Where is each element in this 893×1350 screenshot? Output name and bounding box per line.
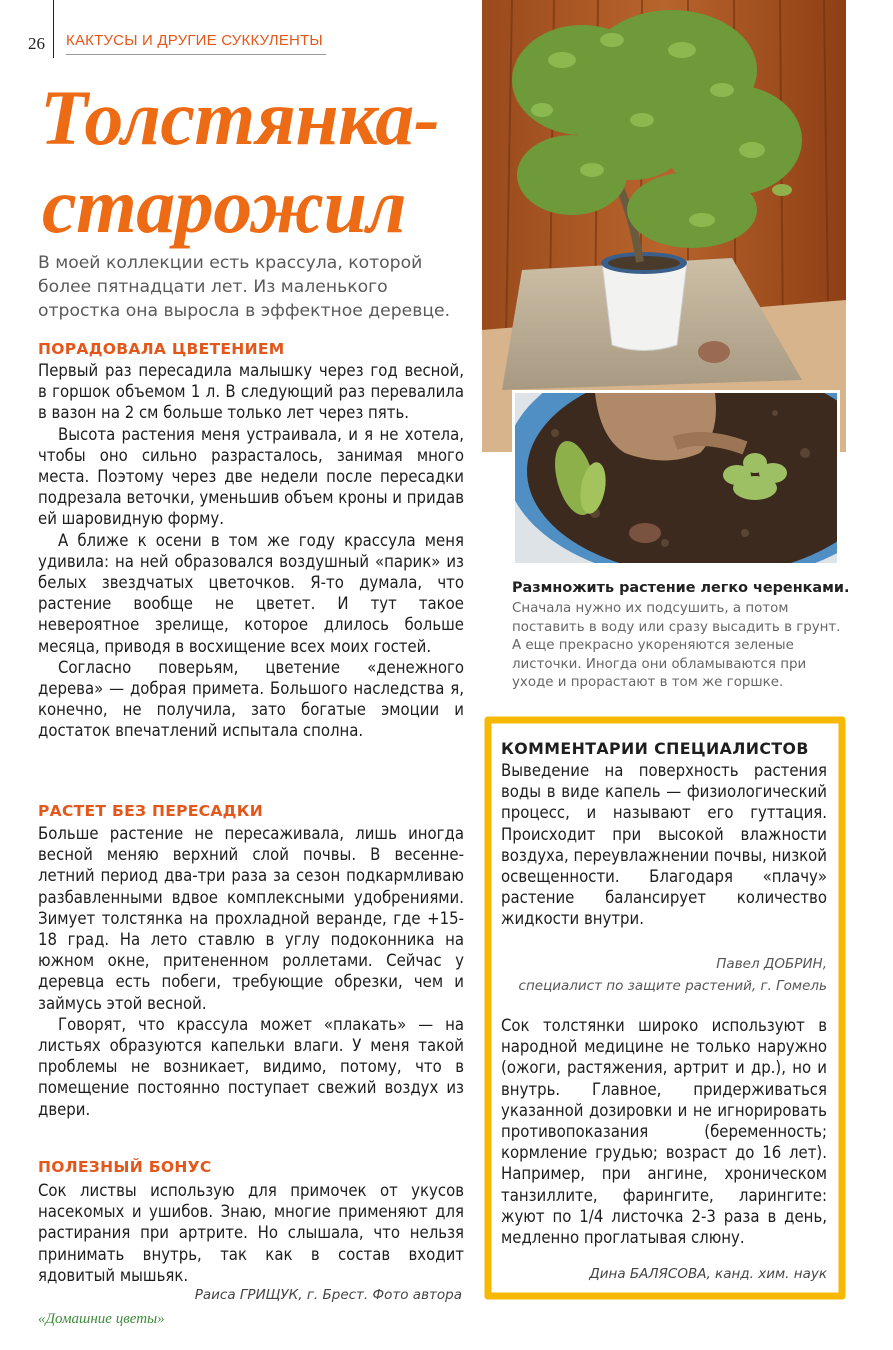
section-body-no-repotting [38, 823, 464, 1120]
paragraph: А ближе к осени в том же году крассула меня удивила: на ней образовался воздушный «парик» из белых звездчатых цветочков. Я-то думала, что растение вообще не цветет. И тут такое невероятное зрелище, которое длилось больше месяца, приводя в восхищение всех моих гостей. [38, 530, 464, 656]
magazine-name: «Домашние цветы» [38, 1311, 165, 1327]
header-divider [53, 0, 54, 58]
section-body-bonus [38, 1180, 464, 1286]
paragraph: Больше растение не пересаживала, лишь иногда весной меняю верхний слой почвы. В весенне-летний период два-три раза за сезон подкармливаю разбавленными вдвое комплексными удобрениями. Зимует толстянка на прохладной веранде, где +15-18 град. На лето ставлю в углу подоконника на южном окне, притененном роллетами. Сейчас у деревца есть побеги, требующие обрезки, чем и займусь этой весной. [38, 824, 464, 1013]
paragraph: Первый раз пересадила малышку через год весной, в горшок объемом 1 л. В следующий раз перевалила в вазон на 2 см больше только лет через пять. [38, 361, 464, 423]
comment-text: Сок толстянки широко используют в народной медицине не только наружно (ожоги, растяжения, артрит и др.), но и внутрь. Главное, придерживаться указанной дозировки и не игнорировать противопоказания (беременность; кормление грудью; возраст до 16 лет). Например, при ангине, хроническом танзиллите, фарингите, ларингите: жуют по 1/4 листочка 2-3 раза в день, медленно проглатывая слюну. [501, 1016, 827, 1248]
expert-role: специалист по защите растений, г. Гомель [518, 978, 827, 994]
paragraph: Сок листвы использую для примочек от укусов насекомых и ушибов. Знаю, многие применяют для растирания при артрите. Но слышала, что нельзя принимать внутрь, так как в состав входит ядовитый мышьяк. [38, 1181, 464, 1285]
page-number: 26 [28, 34, 45, 53]
comments-title: КОММЕНТАРИИ СПЕЦИАЛИСТОВ [501, 739, 809, 758]
section-heading-bonus: ПОЛЕЗНЫЙ БОНУС [38, 1158, 212, 1176]
section-underline [66, 54, 326, 55]
expert-comment-1 [501, 760, 827, 930]
section-heading-no-repotting: РАСТЕТ БЕЗ ПЕРЕСАДКИ [38, 802, 263, 820]
author-signature: Раиса ГРИЩУК, г. Брест. Фото автора [194, 1287, 462, 1303]
cuttings-photo [512, 390, 840, 566]
expert-comment-2 [501, 1015, 827, 1248]
section-body-flowering [38, 360, 464, 742]
article-lead: В моей коллекции есть крассула, которой более пятнадцати лет. Из маленького отростка она выросла в эффектное деревце. [38, 253, 451, 321]
title-line-2: старожил [42, 162, 407, 249]
paragraph: Говорят, что крассула может «плакать» — на листьях образуются капельки влаги. У меня такой проблемы не возникает, видимо, потому, что в помещение постоянно поступает свежий воздух из двери. [38, 1014, 464, 1119]
paragraph: Согласно поверьям, цветение «денежного дерева» — добрая примета. Большого наследства я, конечно, не получила, зато богатые эмоции и достаток впечатлений испытала сполна. [38, 657, 464, 741]
photo-caption-text: Сначала нужно их подсушить, а потом поставить в воду или сразу высадить в грунт. А еще прекрасно укореняются зеленые листочки. Иногда они обламываются при уходе и прорастают в том же горшке. [512, 601, 841, 691]
expert-signature-2: Дина БАЛЯСОВА, канд. хим. наук [589, 1266, 827, 1282]
paragraph: Высота растения меня устраивала, и я не хотела, чтобы оно сильно разрасталось, занимая много места. Поэтому через две недели после пересадки подрезала веточки, уменьшив объем кроны и придав ей шаровидную форму. [38, 424, 464, 529]
expert-signature-1 [460, 953, 827, 997]
expert-name: Павел ДОБРИН, [716, 956, 827, 972]
crassula-tree-photo [482, 0, 846, 452]
section-label: КАКТУСЫ И ДРУГИЕ СУККУЛЕНТЫ [66, 32, 323, 49]
title-line-1: Толстянка- [40, 74, 440, 161]
photo-caption-heading: Размножить растение легко черенками. [512, 580, 850, 596]
comment-text: Выведение на поверхность растения воды в виде капель — физиологический процесс, и называют его гуттация. Происходит при высокой влажности воздуха, переувлажнении почвы, низкой освещенности. Благодаря «плачу» растение балансирует количество жидкости внутри. [501, 761, 827, 929]
article-title [40, 74, 480, 250]
section-heading-flowering: ПОРАДОВАЛА ЦВЕТЕНИЕМ [38, 340, 285, 358]
